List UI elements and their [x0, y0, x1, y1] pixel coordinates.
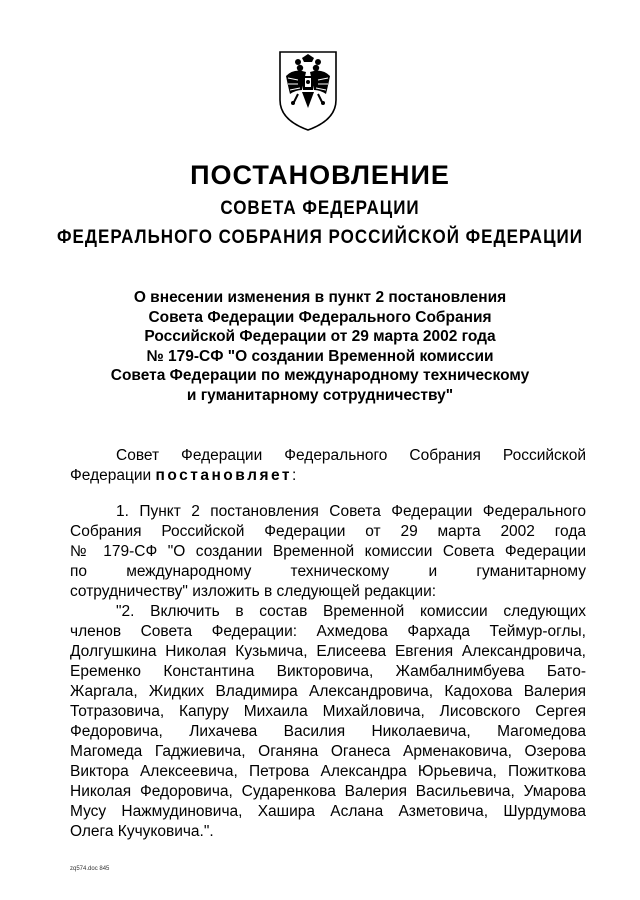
point-2-line: Магомеда Гаджиевича, Оганяна Оганеса Арменаковича, Озерова: [70, 743, 586, 760]
subject-line: Совета Федерации по международному техническому: [110, 367, 530, 385]
point-1-line: сотрудничеству" изложить в следующей редакции:: [70, 583, 437, 600]
point-2-line: Долгушкина Николая Кузьмича, Елисеева Евгения Александровича,: [70, 643, 586, 660]
point-1-line: 1. Пункт 2 постановления Совета Федерации Федерального: [116, 503, 586, 520]
issuer-heading-line-2: ФЕДЕРАЛЬНОГО СОБРАНИЯ РОССИЙСКОЙ ФЕДЕРАЦИИ: [57, 225, 583, 248]
point-2-line: "2. Включить в состав Временной комиссии следующих: [116, 603, 586, 620]
point-1-line: № 179-СФ "О создании Временной комиссии Совета Федерации: [70, 543, 586, 560]
point-1-line: по международному техническому и гуманитарному: [70, 563, 586, 580]
point-2-line: Олега Кучуковича.".: [70, 823, 214, 840]
point-2-line: Федоровича, Лихачева Василия Николаевича, Магомедова: [70, 723, 586, 740]
subject-line: О внесении изменения в пункт 2 постановления: [133, 289, 507, 306]
point-2-line: Жаргала, Жидких Владимира Александровича, Кадохова Валерия: [70, 683, 586, 700]
point-1-paragraph: [70, 502, 586, 602]
point-2-line: Виктора Алексеевича, Петрова Александра Юрьевича, Пожиткова: [70, 763, 586, 780]
preamble-line: [70, 466, 586, 486]
subject-line: Российской Федерации от 29 марта 2002 года: [144, 328, 496, 346]
subject-line: № 179-СФ "О создании Временной комиссии: [146, 347, 494, 365]
point-2-line: Еременко Константина Викторовича, Жамбалнимбуева Бато-: [70, 663, 586, 680]
issuer-heading-line-1: СОВЕТА ФЕДЕРАЦИИ: [220, 196, 420, 219]
subject-line: и гуманитарному сотрудничеству": [186, 386, 454, 404]
file-reference-code: zq574.doc 845: [70, 866, 110, 872]
coat-of-arms-icon: [276, 46, 340, 132]
point-2-line: Тотразовича, Капуру Михаила Михайловича, Лисовского Сергея: [70, 703, 586, 720]
subject-line: Совета Федерации Федерального Собрания: [148, 308, 492, 326]
document-type-heading: ПОСТАНОВЛЕНИЕ: [190, 160, 450, 190]
point-1-line: Собрания Российской Федерации от 29 марта 2002 года: [70, 523, 586, 540]
resolves-keyword: постановляет: [155, 467, 292, 484]
preamble-line: Совет Федерации Федерального Собрания Российской: [116, 447, 586, 464]
point-2-line: членов Совета Федерации: Ахмедова Фархада Теймур-оглы,: [70, 623, 586, 640]
point-2-line: Николая Федоровича, Сударенкова Валерия Васильевича, Умарова: [70, 783, 586, 800]
preamble-paragraph: [70, 446, 586, 486]
document-subject: [100, 288, 540, 406]
point-2-paragraph: [70, 602, 586, 842]
preamble-colon: :: [292, 467, 297, 484]
point-2-line: Мусу Нажмудиновича, Хашира Аслана Азметовича, Шурдумова: [70, 803, 586, 820]
preamble-text: Федерации: [70, 467, 156, 484]
